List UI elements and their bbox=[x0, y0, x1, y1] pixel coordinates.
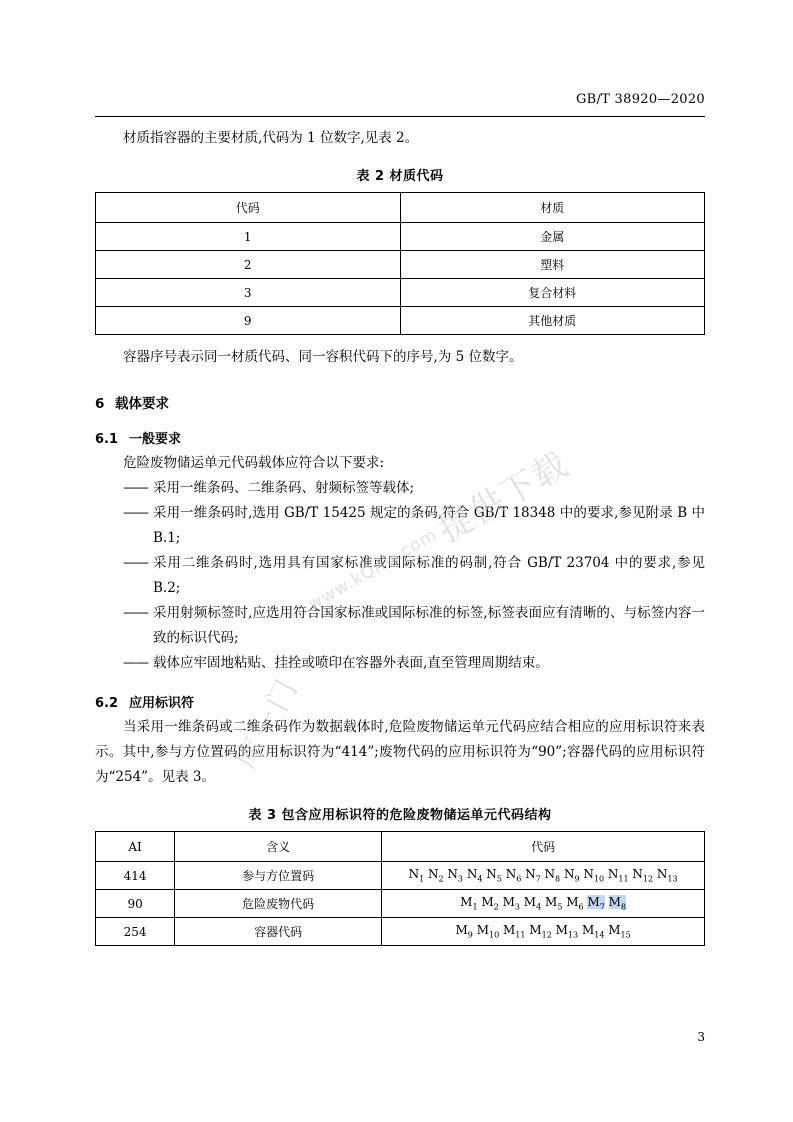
section-6-2-title: 应用标识符 bbox=[129, 696, 195, 711]
code-symbol: $N_1$ bbox=[408, 867, 425, 884]
table2-cell-code: 3 bbox=[96, 279, 401, 307]
table3-col-header-2: 代码 bbox=[382, 832, 705, 862]
list-item bbox=[95, 476, 705, 501]
table2-cell-code: 9 bbox=[96, 307, 401, 335]
list-item-text: 采用一维条码时,选用 GB/T 15425 规定的条码,符合 GB/T 18348 中的要求,参见附录 B 中 B.1; bbox=[153, 505, 705, 546]
table3-cell-code bbox=[382, 918, 705, 946]
code-symbol: $N_6$ bbox=[505, 867, 522, 884]
list-item-text: 采用二维条码时,选用具有国家标准或国际标准的码制,符合 GB/T 23704 中的要求,参见 B.2; bbox=[153, 555, 705, 596]
table2-cell-material: 其他材质 bbox=[400, 307, 705, 335]
list-item-text: 采用射频标签时,应选用符合国家标准或国际标准的标签,标签表面应有清晰的、与标签内容一致的标识代码; bbox=[153, 605, 705, 646]
dash-marker: —— bbox=[123, 605, 148, 621]
table-row bbox=[96, 193, 705, 223]
table-row bbox=[96, 223, 705, 251]
watermark-text: 库一门 bbox=[228, 671, 307, 776]
table3-col-header-0: AI bbox=[96, 832, 175, 862]
section-6-1-title: 一般要求 bbox=[129, 432, 182, 447]
code-symbol: $M_{12}$ bbox=[529, 923, 552, 940]
table3-cell-code bbox=[382, 890, 705, 918]
table3-cell-meaning: 危险废物代码 bbox=[175, 890, 382, 918]
table3-cell-meaning: 参与方位置码 bbox=[175, 862, 382, 890]
dash-marker: —— bbox=[123, 655, 148, 671]
code-symbol: $N_{13}$ bbox=[656, 867, 678, 884]
section-6-number: 6 bbox=[95, 396, 105, 412]
table2-cell-material: 复合材料 bbox=[400, 279, 705, 307]
table-row bbox=[96, 307, 705, 335]
code-symbol: $M_8$ bbox=[608, 895, 627, 912]
watermark-text: 提供下载 bbox=[431, 444, 577, 551]
code-symbol: $M_{11}$ bbox=[503, 923, 526, 940]
list-item bbox=[95, 651, 705, 676]
table2-col-header-0: 代码 bbox=[96, 193, 401, 223]
table-row bbox=[96, 279, 705, 307]
section-6-2-heading bbox=[95, 692, 705, 711]
code-symbol: $M_6$ bbox=[566, 895, 584, 912]
table-code-structure bbox=[95, 831, 705, 946]
code-symbol: $M_7$ bbox=[587, 895, 605, 912]
code-symbol: $N_3$ bbox=[447, 867, 464, 884]
code-symbol: $M_4$ bbox=[523, 895, 542, 912]
table3-cell-meaning: 容器代码 bbox=[175, 918, 382, 946]
code-symbol: $M_3$ bbox=[502, 895, 520, 912]
dash-marker: —— bbox=[123, 555, 148, 571]
table-row bbox=[96, 251, 705, 279]
code-symbol: $N_{10}$ bbox=[583, 867, 605, 884]
table2-cell-material: 塑料 bbox=[400, 251, 705, 279]
code-symbol: $N_2$ bbox=[428, 867, 444, 884]
code-symbol: $N_4$ bbox=[466, 867, 483, 884]
table-row bbox=[96, 890, 705, 918]
list-item-text: 采用一维条码、二维条码、射频标签等载体; bbox=[153, 480, 415, 496]
code-symbol: $M_{14}$ bbox=[581, 923, 605, 940]
table3-cell-ai: 254 bbox=[96, 918, 175, 946]
table2-caption: 表 2 材质代码 bbox=[356, 169, 444, 184]
after-table2-paragraph: 容器序号表示同一材质代码、同一容积代码下的序号,为 5 位数字。 bbox=[123, 349, 523, 365]
section-6-heading bbox=[95, 392, 705, 412]
watermark-text: www.kQnw.com bbox=[304, 524, 441, 616]
section-6-2-number: 6.2 bbox=[95, 696, 119, 711]
dash-marker: —— bbox=[123, 480, 148, 496]
list-item bbox=[95, 551, 705, 601]
code-symbol: $M_9$ bbox=[455, 923, 473, 940]
table3-col-header-1: 含义 bbox=[175, 832, 382, 862]
list-item bbox=[95, 601, 705, 651]
code-symbol: $M_{13}$ bbox=[555, 923, 579, 940]
code-symbol: $N_{11}$ bbox=[607, 867, 629, 884]
table-row bbox=[96, 918, 705, 946]
code-symbol: $N_{12}$ bbox=[632, 867, 654, 884]
code-symbol: $M_{15}$ bbox=[608, 923, 631, 940]
page-header-standard-id: GB/T 38920—2020 bbox=[575, 92, 705, 107]
table3-cell-ai: 90 bbox=[96, 890, 175, 918]
code-symbol: $N_5$ bbox=[486, 867, 502, 884]
table2-col-header-1: 材质 bbox=[400, 193, 705, 223]
table-row bbox=[96, 862, 705, 890]
table2-cell-code: 2 bbox=[96, 251, 401, 279]
table-row bbox=[96, 832, 705, 862]
list-item bbox=[95, 501, 705, 551]
code-symbol: $M_1$ bbox=[460, 895, 478, 912]
code-symbol: $M_5$ bbox=[545, 895, 563, 912]
code-symbol: $N_7$ bbox=[525, 867, 541, 884]
table-material-codes bbox=[95, 192, 705, 335]
code-symbol: $N_9$ bbox=[563, 867, 580, 884]
page-content bbox=[95, 126, 705, 946]
table2-cell-code: 1 bbox=[96, 223, 401, 251]
section-6-1-list bbox=[95, 476, 705, 676]
table3-cell-ai: 414 bbox=[96, 862, 175, 890]
section-6-1-lead: 危险废物储运单元代码载体应符合以下要求: bbox=[123, 455, 385, 471]
code-symbol: $M_{10}$ bbox=[476, 923, 500, 940]
dash-marker: —— bbox=[123, 505, 148, 521]
code-symbol: $M_2$ bbox=[481, 895, 499, 912]
list-item-text: 载体应牢固地粘贴、挂拴或喷印在容器外表面,直至管理周期结束。 bbox=[153, 655, 549, 671]
section-6-1-heading bbox=[95, 428, 705, 447]
page-number: 3 bbox=[697, 1030, 705, 1044]
section-6-title: 载体要求 bbox=[115, 396, 169, 412]
table3-cell-code bbox=[382, 862, 705, 890]
section-6-1-number: 6.1 bbox=[95, 432, 119, 447]
table2-cell-material: 金属 bbox=[400, 223, 705, 251]
intro-paragraph: 材质指容器的主要材质,代码为 1 位数字,见表 2。 bbox=[123, 130, 419, 146]
table3-caption: 表 3 包含应用标识符的危险废物储运单元代码结构 bbox=[248, 808, 552, 823]
header-divider bbox=[95, 116, 705, 117]
code-symbol: $N_8$ bbox=[544, 867, 561, 884]
section-6-2-paragraph: 当采用一维条码或二维条码作为数据载体时,危险废物储运单元代码应结合相应的应用标识符来表示。其中,参与方位置码的应用标识符为“414”;废物代码的应用标识符为“90”;容器代码的应用标识符为“254”。见表 3。 bbox=[95, 719, 705, 785]
